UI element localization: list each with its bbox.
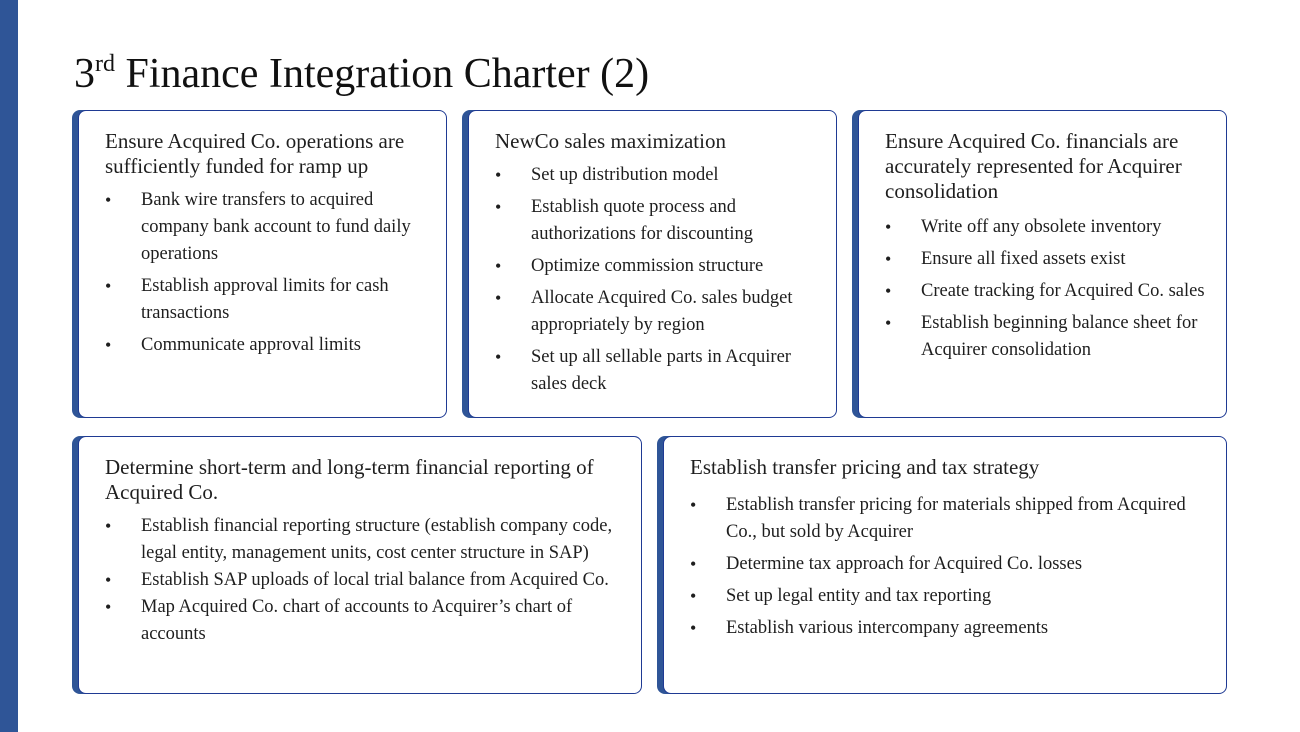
bullet-item: • Establish transfer pricing for materials shipped from Acquired Co., but sold by Acquirer	[690, 492, 1210, 546]
card-heading: Determine short-term and long-term financial reporting of Acquired Co.	[105, 455, 594, 504]
card-heading: Ensure Acquired Co. operations are sufficiently funded for ramp up	[105, 129, 405, 178]
charter-card-sales	[468, 110, 837, 418]
slide-title	[74, 48, 649, 100]
bullet-item: • Set up all sellable parts in Acquirer sales deck	[495, 344, 820, 398]
title-number: 3	[74, 51, 95, 97]
charter-card-reporting	[78, 436, 642, 694]
card-heading: NewCo sales maximization	[495, 129, 726, 153]
bullet-item: • Set up distribution model	[495, 162, 820, 189]
bullet-list	[489, 162, 820, 398]
bullet-list	[879, 214, 1210, 364]
bullet-item: • Create tracking for Acquired Co. sales	[885, 278, 1210, 305]
bullet-item: • Set up legal entity and tax reporting	[690, 583, 1210, 610]
bullet-list	[684, 492, 1210, 642]
bullet-list	[99, 513, 625, 648]
card-heading: Establish transfer pricing and tax strategy	[690, 455, 1040, 479]
bullet-item: • Establish quote process and authorizations for discounting	[495, 194, 820, 248]
charter-card-tax	[663, 436, 1227, 694]
bullet-item: • Allocate Acquired Co. sales budget appropriately by region	[495, 285, 820, 339]
bullet-item: • Optimize commission structure	[495, 253, 820, 280]
bullet-list	[99, 187, 430, 359]
title-superscript: rd	[95, 51, 115, 77]
charter-card-funding	[78, 110, 447, 418]
card-heading: Ensure Acquired Co. financials are accurately represented for Acquirer consolidation	[885, 129, 1182, 203]
title-text: Finance Integration Charter (2)	[115, 51, 650, 97]
bullet-item: • Establish various intercompany agreements	[690, 615, 1210, 642]
bullet-item: • Determine tax approach for Acquired Co. losses	[690, 551, 1210, 578]
bullet-item: • Establish beginning balance sheet for Acquirer consolidation	[885, 310, 1210, 364]
bullet-item: • Bank wire transfers to acquired company bank account to fund daily operations	[105, 187, 430, 268]
bullet-item: • Establish approval limits for cash transactions	[105, 273, 430, 327]
bullet-item: • Establish SAP uploads of local trial balance from Acquired Co.	[105, 567, 625, 594]
left-accent-bar	[0, 0, 18, 732]
charter-card-financials	[858, 110, 1227, 418]
bullet-item: • Map Acquired Co. chart of accounts to Acquirer’s chart of accounts	[105, 594, 625, 648]
bullet-item: • Ensure all fixed assets exist	[885, 246, 1210, 273]
bullet-item: • Communicate approval limits	[105, 332, 430, 359]
bullet-item: • Write off any obsolete inventory	[885, 214, 1210, 241]
bullet-item: • Establish financial reporting structure (establish company code, legal entity, management units, cost center structure in SAP)	[105, 513, 625, 567]
